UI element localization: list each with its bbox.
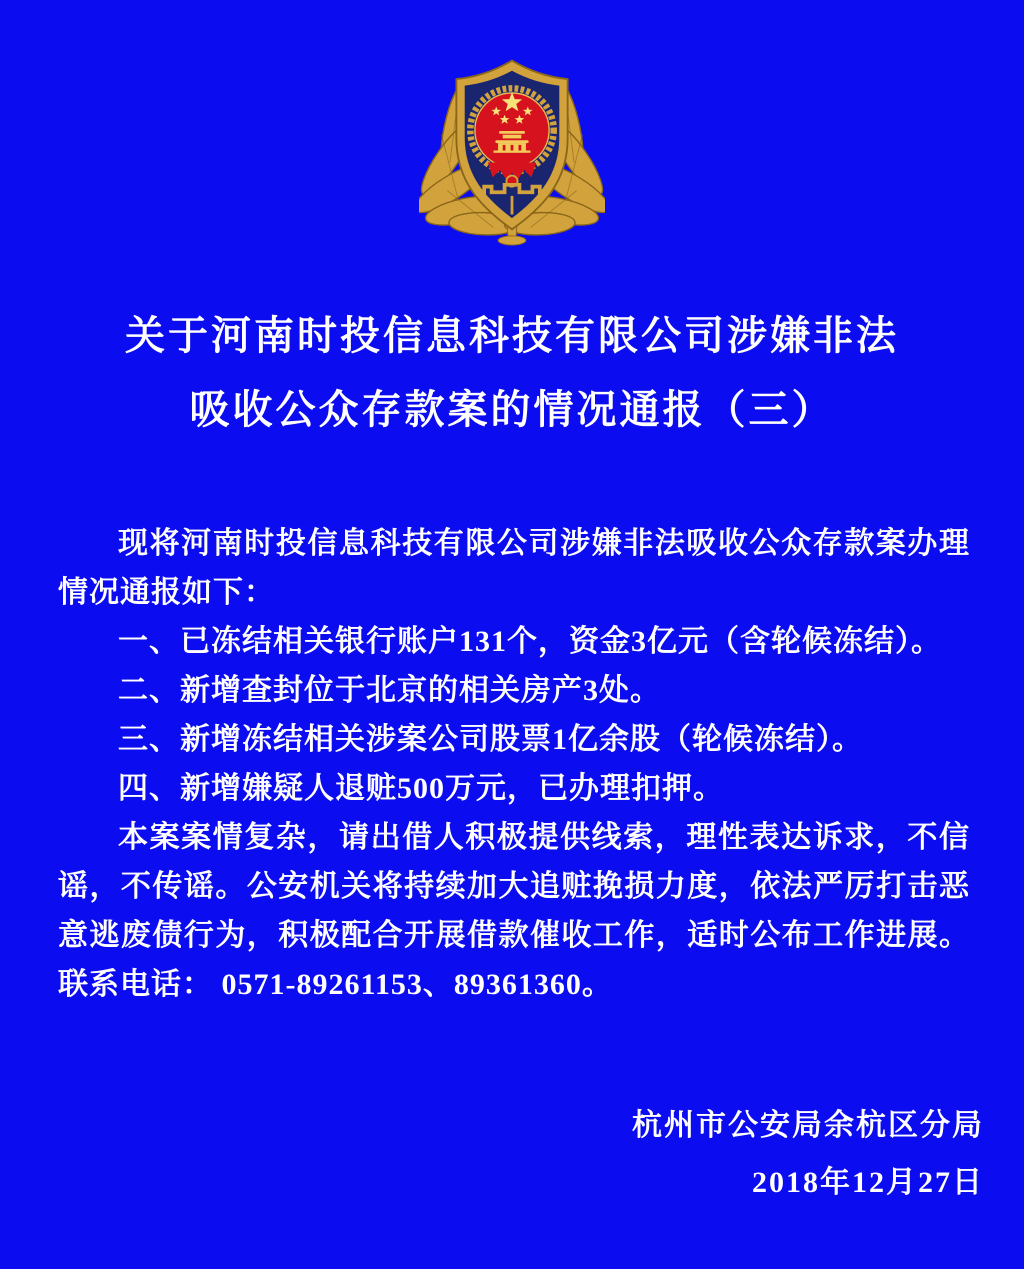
- signature-date: 2018年12月27日: [752, 1166, 984, 1199]
- item-2: 二、新增查封位于北京的相关房产3处。: [118, 674, 661, 707]
- signature-block: [0, 1097, 1024, 1211]
- notice-title: [0, 299, 1024, 447]
- notice-title-line1: 关于河南时投信息科技有限公司涉嫌非法: [125, 314, 899, 358]
- item-1: 一、已冻结相关银行账户131个，资金3亿元（含轮候冻结）。: [118, 625, 942, 658]
- closing-paragraph: 本案案情复杂，请出借人积极提供线索，理性表达诉求，不信谣，不传谣。公安机关将持续加大追赃挽损力度，依法严厉打击恶意逃废债行为，积极配合开展借款催收工作，适时公布工作进展。联系电话： 0571-89261153、89361360。: [58, 821, 970, 1001]
- item-3: 三、新增冻结相关涉案公司股票1亿余股（轮候冻结）。: [118, 723, 863, 756]
- emblem-container: [0, 0, 1024, 251]
- item-4: 四、新增嫌疑人退赃500万元，已办理扣押。: [118, 772, 724, 805]
- intro-paragraph: 现将河南时投信息科技有限公司涉嫌非法吸收公众存款案办理情况通报如下：: [58, 527, 970, 609]
- police-badge-icon: [419, 233, 605, 250]
- signature-agency: 杭州市公安局余杭区分局: [632, 1109, 984, 1142]
- notice-title-line2: 吸收公众存款案的情况通报（三）: [189, 388, 835, 432]
- notice-body: [58, 519, 970, 1009]
